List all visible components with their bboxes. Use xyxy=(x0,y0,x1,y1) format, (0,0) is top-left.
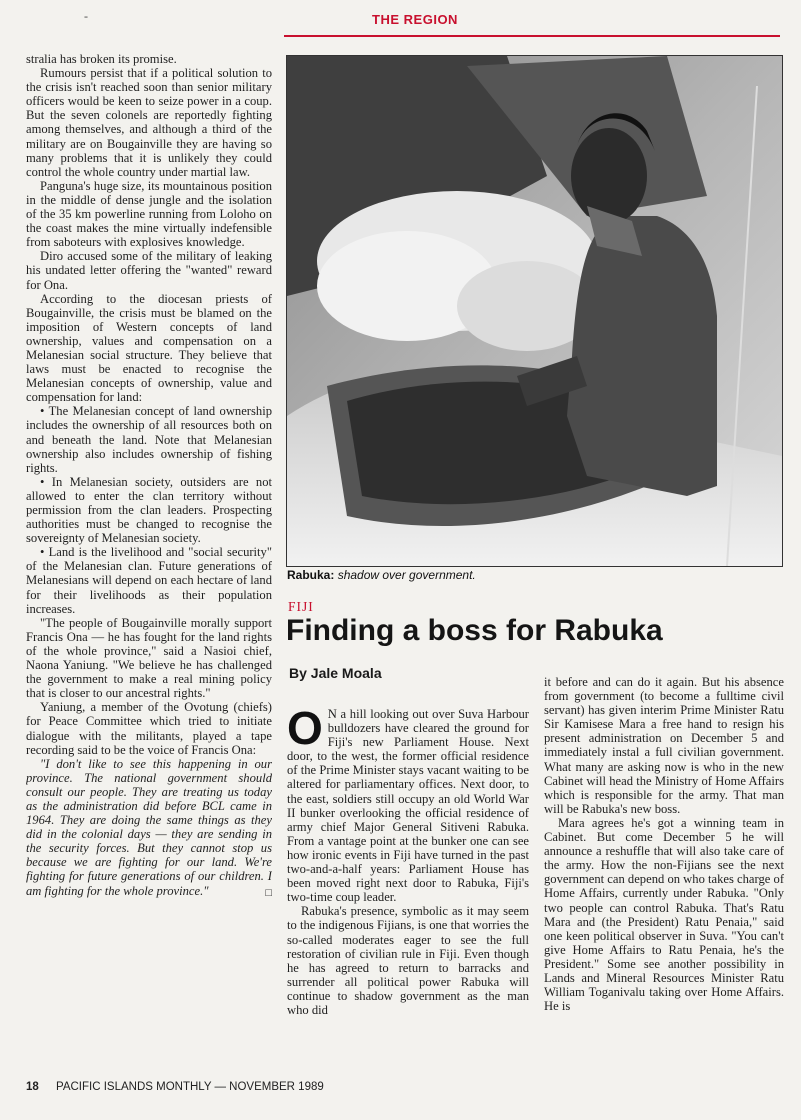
column-middle xyxy=(287,707,529,1072)
end-mark: □ xyxy=(265,886,272,899)
paragraph: Diro accused some of the military of leaking his undated letter offering the "wanted" reward for Ona. xyxy=(26,249,272,292)
caption-name: Rabuka: xyxy=(287,568,335,582)
paragraph: According to the diocesan priests of Bougainville, the crisis must be blamed on the imposition of Western concepts of land ownership, values and compensation on a Melanesian social structure. They believe that laws must be enacted to recognise the Melanesian concepts of ownership, value and compensation for land: xyxy=(26,291,272,405)
column-right xyxy=(544,675,784,1072)
article-byline: By Jale Moala xyxy=(289,665,382,681)
article-kicker: FIJI xyxy=(288,599,314,614)
quote-text: "I don't like to see this happening in our province. The national government should consult our people. They are treating us today as the administration did before BCL came in 1964. They are doing the same things as they did in the colonial days — they are sending in the security forces. But they cannot stop us because we are fighting for our land. We're fighting for future generations of our children. I am fighting for the whole province." xyxy=(26,756,272,898)
paragraph xyxy=(287,707,529,904)
paragraph: Rabuka's presence, symbolic as it may seem to the indigenous Fijians, is one that worries the so-called moderates eager to see the full restoration of civilian rule in Fiji. Even though he has agreed to return to barracks and surrender all political power Rabuka will continue to shadow government as the man who did xyxy=(287,904,529,1017)
photo-caption xyxy=(287,568,476,582)
bullet-paragraph: • In Melanesian society, outsiders are not allowed to enter the clan territory without permission from the clan leaders. Prospecting authorities must be changed to recognise the sovereignty of Melanesian society. xyxy=(26,474,272,546)
publication-info: PACIFIC ISLANDS MONTHLY — NOVEMBER 1989 xyxy=(56,1081,324,1093)
paragraph: stralia has broken its promise. xyxy=(26,52,177,66)
paragraph: Panguna's huge size, its mountainous position in the middle of dense jungle and the isolation of the 35 km powerline running from Loloho on the coast makes the mine virtually indefensible from saboteurs with explosives knowledge. xyxy=(26,178,272,250)
caption-text: shadow over government. xyxy=(337,568,476,582)
header-dot: - xyxy=(84,9,88,23)
page-footer xyxy=(26,1081,324,1093)
bullet-paragraph: • The Melanesian concept of land ownership includes the ownership of all resources both on and beneath the land. Note that Melanesian ownership also includes ownership of fishing rights. xyxy=(26,404,272,475)
paragraph: Rumours persist that if a political solution to the crisis isn't reached soon than senior military officers would be keen to seize power in a coup. But the seven colonels are reportedly fighting among themselves, and although a third of the military are on Bougainville they are having so many problems that it is unlikely they could control the whole country under martial law. xyxy=(26,66,272,179)
quote-paragraph xyxy=(26,757,272,898)
paragraph: it before and can do it again. But his absence from government (to become a fulltime civil servant) has given interim Prime Minister Ratu Sir Kamisese Mara a free hand to resign his present administration on December 5 and immediately instal a full civilian government. What many are asking now is who in the new Cabinet will head the Ministry of Home Affairs which is responsible for the army. That man will be Rabuka's new boss. xyxy=(544,675,784,816)
article-headline: Finding a boss for Rabuka xyxy=(286,614,663,647)
paragraph: Mara agrees he's got a winning team in Cabinet. But come December 5 he will announce a reshuffle that will also take care of the army. How the non-Fijians see the next government can depend on who takes charge of Home Affairs, currently under Rabuka. "Only two people can control Rabuka. That's Ratu Mara and (the President) Ratu Penaia," said one keen political observer in Suva. "You can't give Home Affairs to Ratu Penaia, he's the President." Some see another possibility in Lands and Mineral Resources Minister Ratu William Toganivalu taking over Home Affairs. He is xyxy=(544,815,784,1014)
paragraph-text: N a hill looking out over Suva Harbour bulldozers have cleared the ground for Fiji's new Parliament House. Next door, to the west, the former official residence of the Prime Minister stays vacant waiting to be altered for parliamentary offices. Next door, to the east, soldiers still occupy an old World War II bunker overlooking the official residence of army chief Major General Sitiveni Rabuka. From a vantage point at the bunker one can see how ironic events in Fiji have turned in the past two-and-a-half years: Parliament House has been moved right next door to Rabuka, Fiji's two-time coup leader. xyxy=(287,707,529,905)
column-left xyxy=(26,52,272,1070)
header-rule xyxy=(284,35,780,37)
page-number: 18 xyxy=(26,1081,39,1093)
bullet-paragraph: • Land is the livelihood and "social security" of the Melanesian clan. Future generations of Melanesians will depend on each hectare of land for their livelihoods as their population increases. xyxy=(26,545,272,616)
drop-cap: O xyxy=(287,707,323,754)
paragraph: "The people of Bougainville morally support Francis Ona — he has fought for the land rights of the whole province," said a Nasioi chief, Naona Yaniung. "We believe he has challenged the government to make a real mining policy that is closer to our ancestral rights." xyxy=(26,615,272,701)
rabuka-photo xyxy=(286,55,783,567)
paragraph: Yaniung, a member of the Ovotung (chiefs) for Peace Committee which tried to initiate dialogue with the militants, played a tape recording said to be the voice of Francis Ona: xyxy=(26,700,272,757)
section-header: THE REGION xyxy=(372,12,458,27)
